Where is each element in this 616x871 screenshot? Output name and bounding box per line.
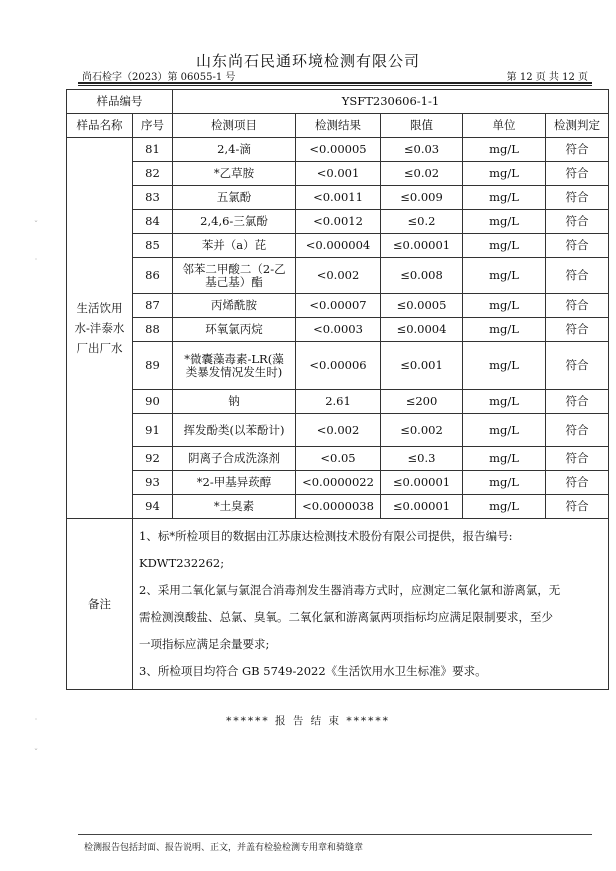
results-table [66,89,609,690]
remarks-label: 备注 [67,519,133,690]
test-result: <0.00006 [296,342,381,390]
verdict: 符合 [546,210,609,234]
unit: mg/L [463,471,546,495]
test-item: 挥发酚类(以苯酚计) [173,414,296,447]
page-indicator: 第 12 页 共 12 页 [506,72,588,83]
table-row [67,186,609,210]
scan-mark: ˙ [34,718,38,727]
verdict: 符合 [546,342,609,390]
table-row [67,390,609,414]
col-header-unit: 单位 [463,114,546,138]
table-row [67,447,609,471]
limit-value: ≤0.00001 [381,471,463,495]
verdict: 符合 [546,414,609,447]
limit-value: ≤0.02 [381,162,463,186]
test-item: *乙草胺 [173,162,296,186]
unit: mg/L [463,294,546,318]
unit: mg/L [463,258,546,294]
test-result: <0.00005 [296,138,381,162]
scan-mark: ˙ [34,258,38,267]
verdict: 符合 [546,318,609,342]
verdict: 符合 [546,294,609,318]
verdict: 符合 [546,447,609,471]
test-result: <0.0011 [296,186,381,210]
row-number: 91 [133,414,173,447]
unit: mg/L [463,447,546,471]
report-number: 尚石检字（2023）第 06055-1 号 [82,72,236,83]
remark-line: KDWT232262; [139,556,225,570]
col-header-sample-name: 样品名称 [67,114,133,138]
limit-value: ≤0.0005 [381,294,463,318]
verdict: 符合 [546,390,609,414]
unit: mg/L [463,390,546,414]
limit-value: ≤0.00001 [381,495,463,519]
limit-value: ≤0.002 [381,414,463,447]
row-number: 83 [133,186,173,210]
unit: mg/L [463,318,546,342]
test-item: 邻苯二甲酸二（2-乙基己基）酯 [173,258,296,294]
verdict: 符合 [546,186,609,210]
remark-line: 3、所检项目均符合 GB 5749-2022《生活饮用水卫生标准》要求。 [139,664,487,678]
row-number: 90 [133,390,173,414]
limit-value: ≤0.00001 [381,234,463,258]
table-row [67,210,609,234]
test-result: 2.61 [296,390,381,414]
test-result: <0.0000038 [296,495,381,519]
unit: mg/L [463,210,546,234]
col-header-verdict: 检测判定 [546,114,609,138]
col-header-result: 检测结果 [296,114,381,138]
sample-id-label: 样品编号 [67,90,173,114]
remarks-content [133,519,609,690]
company-name: 山东尚石民通环境检测有限公司 [195,52,420,70]
unit: mg/L [463,495,546,519]
header-rule-thin [78,85,592,86]
table-row [67,138,609,162]
row-number: 85 [133,234,173,258]
table-row [67,495,609,519]
column-header-row [67,114,609,138]
remark-line: 一项指标应满足余量要求; [139,637,270,651]
test-item: 丙烯酰胺 [173,294,296,318]
test-item: 2,4,6-三氯酚 [173,210,296,234]
table-row [67,471,609,495]
report-end-marker: ****** 报 告 结 束 ****** [226,715,390,727]
verdict: 符合 [546,162,609,186]
test-result: <0.00007 [296,294,381,318]
row-number: 87 [133,294,173,318]
unit: mg/L [463,138,546,162]
unit: mg/L [463,186,546,210]
remarks-row [67,519,609,690]
table-row [67,414,609,447]
row-number: 89 [133,342,173,390]
row-number: 84 [133,210,173,234]
verdict: 符合 [546,234,609,258]
footer-note: 检测报告包括封面、报告说明、正文，并盖有检验检测专用章和骑缝章 [84,843,364,853]
scan-mark: ˘ [34,748,38,757]
row-number: 92 [133,447,173,471]
sample-id-value: YSFT230606-1-1 [173,90,609,114]
table-row [67,294,609,318]
test-result: <0.000004 [296,234,381,258]
remark-line: 需检测溴酸盐、总氯、臭氧。二氧化氯和游离氯两项指标均应满足限制要求，至少 [139,610,553,624]
test-result: <0.0012 [296,210,381,234]
table-row [67,342,609,390]
unit: mg/L [463,342,546,390]
test-item: 环氧氯丙烷 [173,318,296,342]
unit: mg/L [463,162,546,186]
unit: mg/L [463,234,546,258]
test-item: 2,4-滴 [173,138,296,162]
test-item: 钠 [173,390,296,414]
row-number: 82 [133,162,173,186]
test-result: <0.001 [296,162,381,186]
test-item: *2-甲基异莰醇 [173,471,296,495]
test-item: *微囊藻毒素-LR(藻类暴发情况发生时) [173,342,296,390]
limit-value: ≤0.008 [381,258,463,294]
limit-value: ≤0.009 [381,186,463,210]
limit-value: ≤200 [381,390,463,414]
limit-value: ≤0.2 [381,210,463,234]
row-number: 81 [133,138,173,162]
unit: mg/L [463,414,546,447]
limit-value: ≤0.3 [381,447,463,471]
test-result: <0.0003 [296,318,381,342]
test-result: <0.05 [296,447,381,471]
row-number: 86 [133,258,173,294]
test-item: 五氯酚 [173,186,296,210]
header-rule [78,82,592,84]
sample-name-cell: 生活饮用水-沣泰水厂出厂水 [67,138,133,519]
remark-line: 2、采用二氧化氯与氯混合消毒剂发生器消毒方式时，应测定二氧化氯和游离氯，无 [139,583,561,597]
footer-rule [78,834,592,835]
col-header-item: 检测项目 [173,114,296,138]
col-header-no: 序号 [133,114,173,138]
test-result: <0.002 [296,258,381,294]
verdict: 符合 [546,138,609,162]
verdict: 符合 [546,471,609,495]
table-row [67,258,609,294]
limit-value: ≤0.001 [381,342,463,390]
scan-mark: ˘ [34,220,38,229]
limit-value: ≤0.0004 [381,318,463,342]
col-header-limit: 限值 [381,114,463,138]
row-number: 88 [133,318,173,342]
test-item: *土臭素 [173,495,296,519]
remark-line: 1、标*所检项目的数据由江苏康达检测技术股份有限公司提供，报告编号: [139,529,513,543]
limit-value: ≤0.03 [381,138,463,162]
test-item: 阴离子合成洗涤剂 [173,447,296,471]
table-row [67,234,609,258]
table-row [67,162,609,186]
table-row [67,318,609,342]
sample-id-row [67,90,609,114]
verdict: 符合 [546,495,609,519]
verdict: 符合 [546,258,609,294]
test-result: <0.002 [296,414,381,447]
row-number: 94 [133,495,173,519]
test-result: <0.0000022 [296,471,381,495]
row-number: 93 [133,471,173,495]
test-item: 苯并（a）芘 [173,234,296,258]
